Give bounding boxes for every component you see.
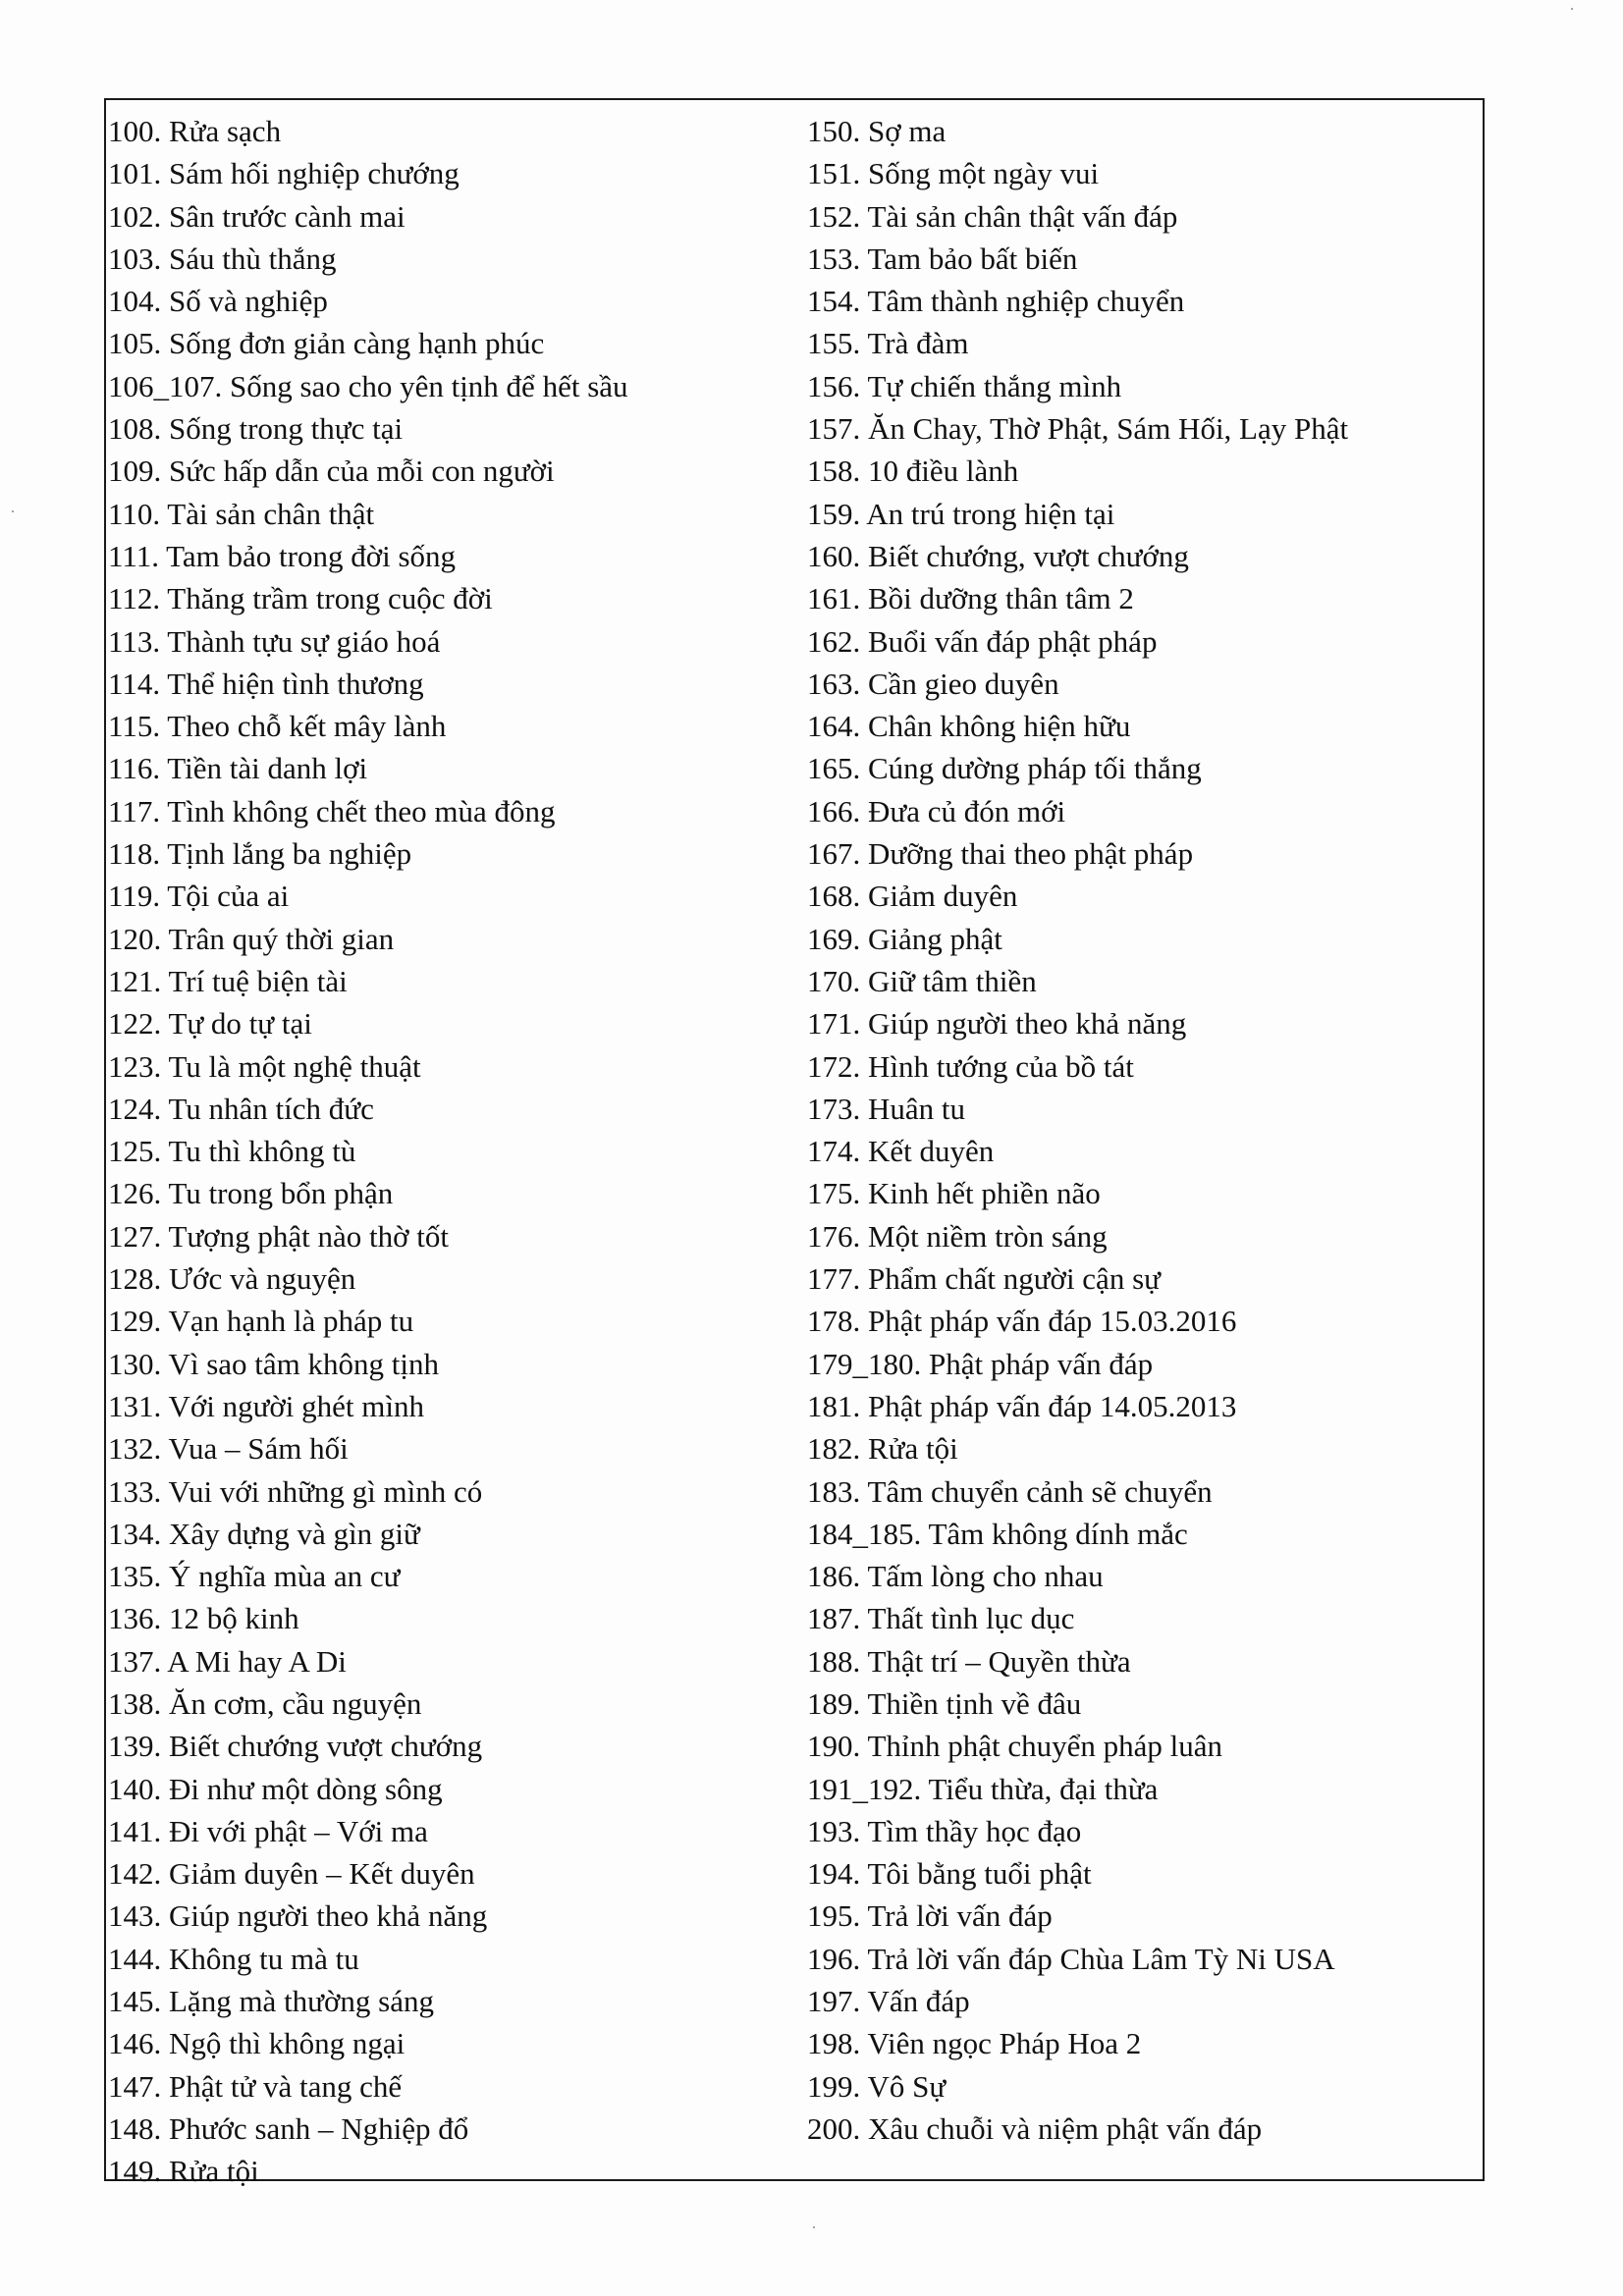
- list-item: 132. Vua – Sám hối: [108, 1431, 349, 1467]
- list-item: 133. Vui với những gì mình có: [108, 1473, 483, 1509]
- list-item: 149. Rửa tội: [108, 2154, 259, 2189]
- list-item: 128. Ước và nguyện: [108, 1261, 356, 1297]
- list-item: 116. Tiền tài danh lợi: [108, 751, 368, 786]
- list-item: 162. Buổi vấn đáp phật pháp: [807, 623, 1158, 659]
- list-item: 156. Tự chiến thắng mình: [807, 368, 1122, 403]
- list-item: 126. Tu trong bổn phận: [108, 1176, 394, 1211]
- list-item: 106_107. Sống sao cho yên tịnh để hết sầu: [108, 368, 628, 403]
- list-item: 113. Thành tựu sự giáo hoá: [108, 623, 441, 659]
- list-item: 177. Phẩm chất người cận sự: [807, 1261, 1161, 1297]
- list-item: 121. Trí tuệ biện tài: [108, 963, 348, 998]
- list-item: 144. Không tu mà tu: [108, 1941, 359, 1976]
- list-item: 148. Phước sanh – Nghiệp đổ: [108, 2110, 469, 2146]
- list-item: 154. Tâm thành nghiệp chuyển: [807, 284, 1185, 319]
- list-item: 170. Giữ tâm thiền: [807, 963, 1037, 998]
- list-item: 104. Số và nghiệp: [108, 284, 328, 319]
- list-item: 131. Với người ghét mình: [108, 1388, 424, 1423]
- list-item: 109. Sức hấp dẫn của mỗi con người: [108, 454, 555, 489]
- list-item: 100. Rửa sạch: [108, 114, 282, 148]
- list-item: 200. Xâu chuỗi và niệm phật vấn đáp: [807, 2110, 1263, 2146]
- list-item: 161. Bồi dưỡng thân tâm 2: [807, 581, 1134, 616]
- list-item: 122. Tự do tự tại: [108, 1006, 312, 1041]
- list-item: 123. Tu là một nghệ thuật: [108, 1048, 421, 1084]
- list-item: 164. Chân không hiện hữu: [807, 709, 1131, 744]
- list-item: 102. Sân trước cành mai: [108, 198, 406, 234]
- list-item: 196. Trả lời vấn đáp Chùa Lâm Tỳ Ni USA: [807, 1941, 1335, 1976]
- list-item: 105. Sống đơn giản càng hạnh phúc: [108, 326, 545, 361]
- list-item: 111. Tam bảo trong đời sống: [108, 538, 457, 573]
- list-item: 147. Phật tử và tang chế: [108, 2068, 403, 2104]
- list-item: 110. Tài sản chân thật: [108, 496, 375, 531]
- list-item: 112. Thăng trầm trong cuộc đời: [108, 581, 493, 616]
- list-item: 150. Sợ ma: [807, 114, 947, 148]
- list-item: 151. Sống một ngày vui: [807, 156, 1100, 191]
- scan-speck: [813, 2226, 815, 2228]
- list-item: 179_180. Phật pháp vấn đáp: [807, 1346, 1154, 1381]
- list-item: 197. Vấn đáp: [807, 1984, 970, 2019]
- list-item: 142. Giảm duyên – Kết duyên: [108, 1856, 475, 1892]
- list-item: 157. Ăn Chay, Thờ Phật, Sám Hối, Lạy Phật: [807, 411, 1349, 447]
- list-item: 103. Sáu thù thắng: [108, 240, 337, 276]
- list-item: 137. A Mi hay A Di: [108, 1643, 347, 1679]
- list-item: 118. Tịnh lắng ba nghiệp: [108, 836, 412, 872]
- list-item: 184_185. Tâm không dính mắc: [807, 1516, 1188, 1551]
- left-column-list: [108, 110, 795, 2193]
- list-item: 199. Vô Sự: [807, 2068, 947, 2104]
- right-column-list: [807, 110, 1475, 2150]
- list-item: 187. Thất tình lục dục: [807, 1601, 1075, 1636]
- list-item: 120. Trân quý thời gian: [108, 921, 395, 956]
- list-frame: [104, 98, 1485, 2189]
- list-item: 117. Tình không chết theo mùa đông: [108, 793, 556, 828]
- list-item: 152. Tài sản chân thật vấn đáp: [807, 198, 1178, 234]
- list-item: 182. Rửa tội: [807, 1431, 958, 1467]
- list-item: 119. Tội của ai: [108, 879, 290, 914]
- list-item: 130. Vì sao tâm không tịnh: [108, 1346, 439, 1381]
- list-item: 101. Sám hối nghiệp chướng: [108, 156, 460, 191]
- list-item: 168. Giảm duyên: [807, 879, 1018, 914]
- list-item: 171. Giúp người theo khả năng: [807, 1006, 1187, 1041]
- list-item: 165. Cúng dường pháp tối thắng: [807, 751, 1202, 786]
- list-item: 134. Xây dựng và gìn giữ: [108, 1516, 420, 1551]
- list-item: 108. Sống trong thực tại: [108, 411, 404, 447]
- list-item: 195. Trả lời vấn đáp: [807, 1898, 1053, 1934]
- list-item: 189. Thiền tịnh về đâu: [807, 1685, 1082, 1721]
- list-item: 140. Đi như một dòng sông: [108, 1771, 443, 1806]
- list-item: 124. Tu nhân tích đức: [108, 1091, 374, 1126]
- list-item: 129. Vạn hạnh là pháp tu: [108, 1304, 414, 1339]
- list-item: 181. Phật pháp vấn đáp 14.05.2013: [807, 1388, 1237, 1423]
- list-item: 141. Đi với phật – Với ma: [108, 1813, 428, 1848]
- scan-speck: [12, 510, 14, 512]
- list-item: 173. Huân tu: [807, 1091, 966, 1126]
- list-item: 183. Tâm chuyển cảnh sẽ chuyển: [807, 1473, 1213, 1509]
- list-item: 159. An trú trong hiện tại: [807, 496, 1115, 531]
- list-item: 127. Tượng phật nào thờ tốt: [108, 1218, 449, 1254]
- list-item: 190. Thỉnh phật chuyển pháp luân: [807, 1729, 1223, 1764]
- list-item: 153. Tam bảo bất biến: [807, 240, 1078, 276]
- list-item: 163. Cần gieo duyên: [807, 666, 1059, 701]
- list-item: 114. Thể hiện tình thương: [108, 666, 424, 701]
- list-item: 166. Đưa củ đón mới: [807, 793, 1066, 828]
- list-item: 188. Thật trí – Quyền thừa: [807, 1643, 1131, 1679]
- list-item: 125. Tu thì không tù: [108, 1134, 356, 1169]
- list-item: 169. Giảng phật: [807, 921, 1002, 956]
- list-item: 167. Dưỡng thai theo phật pháp: [807, 836, 1194, 872]
- list-item: 175. Kinh hết phiền não: [807, 1176, 1101, 1211]
- list-item: 176. Một niềm tròn sáng: [807, 1218, 1108, 1254]
- list-item: 135. Ý nghĩa mùa an cư: [108, 1559, 401, 1594]
- scan-speck: [1571, 8, 1573, 10]
- list-item: 186. Tấm lòng cho nhau: [807, 1559, 1104, 1594]
- list-item: 155. Trà đàm: [807, 326, 969, 361]
- list-item: 145. Lặng mà thường sáng: [108, 1984, 434, 2019]
- list-item: 138. Ăn cơm, cầu nguyện: [108, 1685, 422, 1721]
- list-item: 194. Tôi bằng tuổi phật: [807, 1856, 1092, 1892]
- list-item: 178. Phật pháp vấn đáp 15.03.2016: [807, 1304, 1237, 1339]
- list-item: 139. Biết chướng vượt chướng: [108, 1729, 483, 1764]
- list-item: 191_192. Tiểu thừa, đại thừa: [807, 1771, 1159, 1806]
- list-item: 198. Viên ngọc Pháp Hoa 2: [807, 2026, 1142, 2061]
- list-item: 193. Tìm thầy học đạo: [807, 1813, 1082, 1848]
- list-item: 146. Ngộ thì không ngại: [108, 2026, 406, 2061]
- list-item: 115. Theo chỗ kết mây lành: [108, 709, 447, 744]
- list-item: 172. Hình tướng của bồ tát: [807, 1048, 1134, 1084]
- list-item: 158. 10 điều lành: [807, 454, 1019, 489]
- list-item: 160. Biết chướng, vượt chướng: [807, 538, 1189, 573]
- list-item: 136. 12 bộ kinh: [108, 1601, 299, 1636]
- list-item: 174. Kết duyên: [807, 1134, 995, 1169]
- list-item: 143. Giúp người theo khả năng: [108, 1898, 488, 1934]
